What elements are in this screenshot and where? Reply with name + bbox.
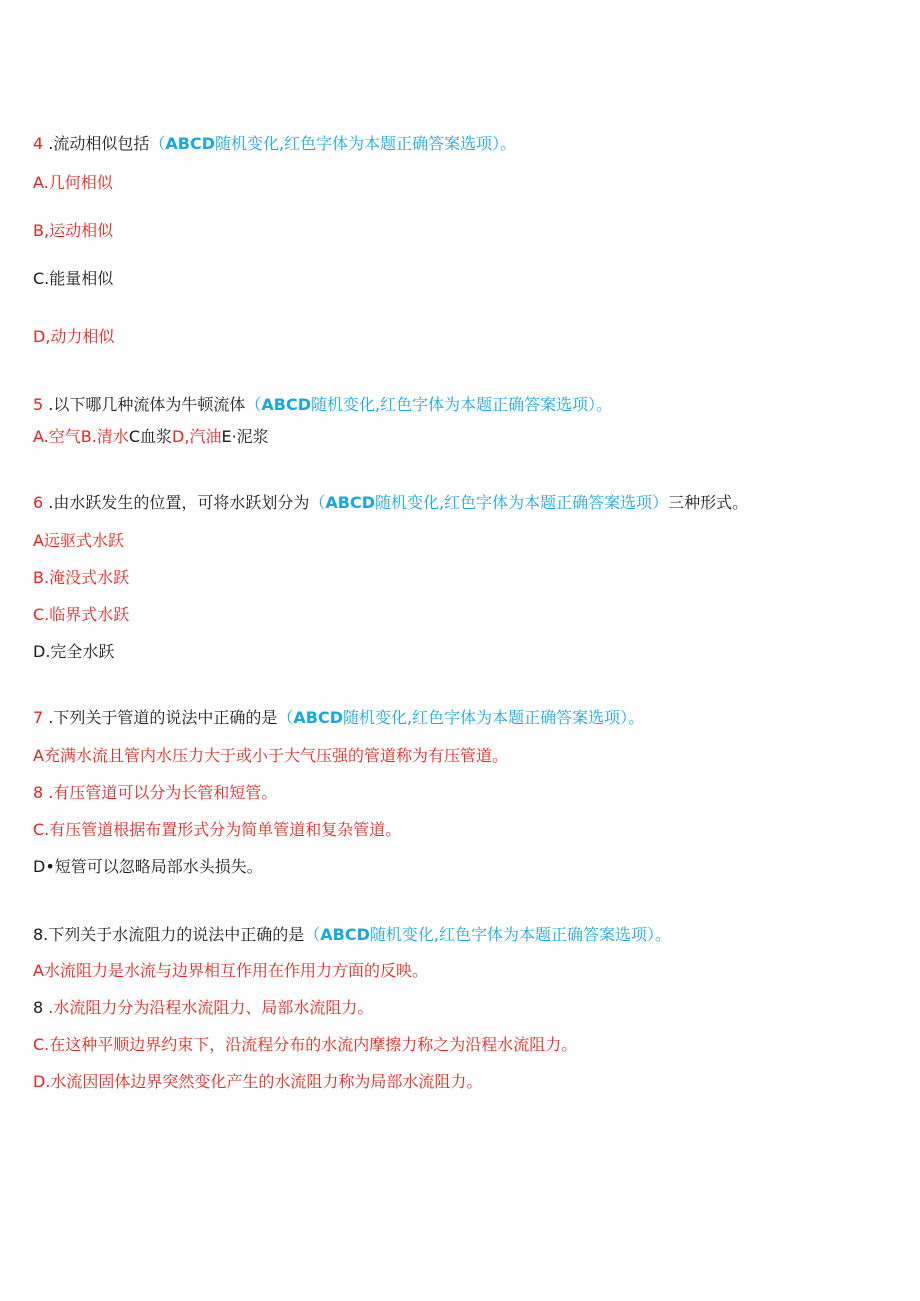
option-a: A远驱式水跃 [33, 531, 124, 550]
option-d: D,动力相似 [33, 327, 115, 346]
hint-text: 随机变化,红色字体为本题正确答案选项） [375, 493, 669, 512]
option-a: A充满水流且管内水压力大于或小于大气压强的管道称为有压管道。 [33, 746, 508, 765]
option-c: C.能量相似 [33, 269, 114, 288]
option-c: C.临界式水跃 [33, 605, 130, 624]
question-text: .以下哪几种流体为牛顿流体 [43, 395, 246, 414]
hint-open: （ [309, 493, 326, 512]
question-number: 5 [33, 395, 44, 414]
option-b: B,运动相似 [33, 221, 114, 240]
option-d: D,汽油 [172, 427, 222, 446]
question-number: 4 [33, 134, 44, 153]
hint-letters: ABCD [325, 493, 375, 512]
option-b: B.清水 [80, 427, 129, 446]
option-b: 8 .有压管道可以分为长管和短管。 [33, 783, 278, 802]
option-b: B.淹没式水跃 [33, 568, 130, 587]
option-b [33, 997, 373, 1019]
hint-open: （ [245, 395, 262, 414]
hint-text: 随机变化,红色字体为本题正确答案选项）。 [343, 708, 645, 727]
hint-letters: ABCD [293, 708, 343, 727]
hint-letters: ABCD [320, 925, 370, 944]
option-prefix: 8 [33, 998, 49, 1017]
question-number: 7 [33, 708, 44, 727]
option-d: D•短管可以忽略局部水头损失。 [33, 857, 263, 876]
question-number: 6 [33, 493, 44, 512]
hint-text: 随机变化,红色字体为本题正确答案选项）。 [311, 395, 613, 414]
question-4-stem [33, 133, 516, 155]
question-8-stem [33, 924, 671, 946]
hint-letters: ABCD [165, 134, 215, 153]
question-text: .由水跃发生的位置，可将水跃划分为 [43, 493, 310, 512]
hint-open: （ [304, 925, 321, 944]
hint-open: （ [277, 708, 294, 727]
option-c: C.有压管道根据布置形式分为简单管道和复杂管道。 [33, 820, 402, 839]
option-c: C.在这种平顺边界约束下，沿流程分布的水流内摩擦力称之为沿程水流阻力。 [33, 1035, 578, 1054]
option-a: A.几何相似 [33, 173, 113, 192]
option-c: C血浆 [128, 427, 173, 446]
hint-text: 随机变化,红色字体为本题正确答案选项）。 [369, 925, 671, 944]
question-text: .流动相似包括 [43, 134, 150, 153]
options-inline [33, 426, 269, 448]
option-a: A.空气 [33, 427, 81, 446]
question-text: .下列关于管道的说法中正确的是 [43, 708, 278, 727]
option-a: A水流阻力是水流与边界相互作用在作用力方面的反映。 [33, 961, 428, 980]
question-6-stem [33, 492, 748, 514]
option-d: D.水流因固体边界突然变化产生的水流阻力称为局部水流阻力。 [33, 1072, 483, 1091]
hint-text: 随机变化,红色字体为本题正确答案选项）。 [215, 134, 517, 153]
hint-letters: ABCD [261, 395, 311, 414]
question-text: 下列关于水流阻力的说法中正确的是 [48, 925, 305, 944]
option-text: .水流阻力分为沿程水流阻力、局部水流阻力。 [48, 998, 374, 1017]
option-d: D.完全水跃 [33, 642, 115, 661]
question-number: 8. [33, 925, 49, 944]
option-e: E·泥浆 [221, 427, 269, 446]
question-5-stem [33, 394, 612, 416]
hint-open: （ [149, 134, 166, 153]
question-7-stem [33, 707, 644, 729]
question-tail: 三种形式。 [668, 493, 749, 512]
